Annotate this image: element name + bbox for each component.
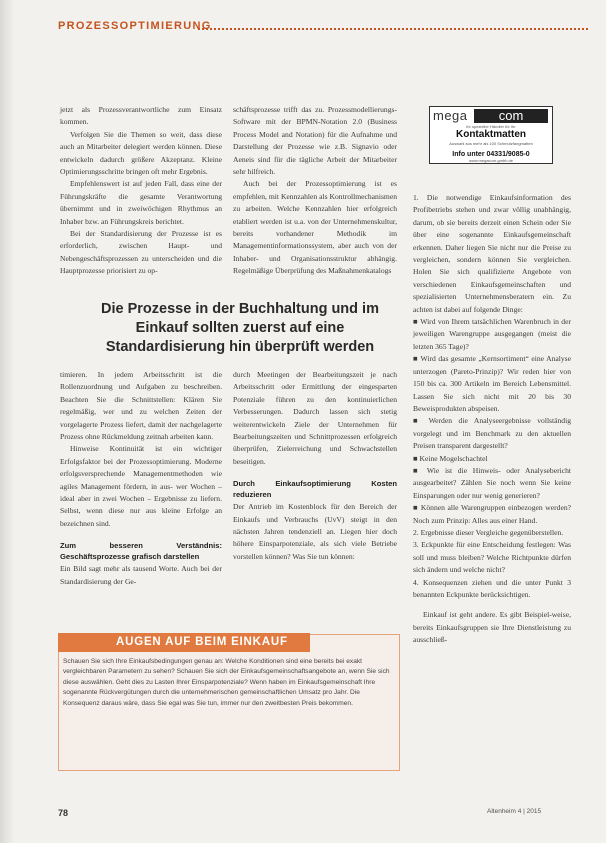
column-3 (413, 192, 571, 647)
paragraph: Ein Bild sagt mehr als tausend Worte. Auch bei der Standardisierung der Ge- (60, 564, 222, 586)
subheading: Zum besseren Verständnis: Geschäftsprozesse grafisch darstellen (60, 541, 222, 562)
magazine-footer: Altenheim 4 | 2015 (487, 808, 542, 815)
list-item: ■ Werden die Analyseergebnisse vollständig vorgelegt und im Benchmark zu den aktuellen Preisen transparent dargestellt? (413, 416, 571, 451)
section-header (58, 16, 588, 36)
section-title: PROZESSOPTIMIERUNG (58, 20, 212, 32)
info-box-header (58, 633, 310, 652)
info-box-text: Schauen Sie sich Ihre Einkaufsbedingungen genau an: Welche Konditionen sind eine bereits bei exakt vergleichbaren Parametern zu sehen? Schauen Sie sich der Einkaufsgemeinschaftsangebote an, wenn Sie sich diese auswählen. Geht dies zu Lasten Ihrer Einsparpotenziale? Wenn haben im Einkaufsgemeinschaft Ihre sogenannte Rückvergütungen durch die unternehmerischen gemeinschaftlichen Umsatz pro Jahr. Die Konsequenz daraus wäre, dass Sie egal was Sie tun, immer nur den zweitbesten Preis bekommen. (63, 658, 390, 707)
paragraph: Verfolgen Sie die Themen so weit, dass diese auch an Mitarbeiter delegiert werden können. Diese entwickeln dadurch größere Akzeptanz. Kleine Optimierungsschritte bringen oft mehr Ergebnis. (60, 129, 222, 177)
list-item: ■ Keine Mogelschachtel (413, 453, 488, 463)
ad-logo-right: com (474, 109, 548, 123)
paragraph: Der Antrieb im Kostenblock für den Bereich der Einkaufs und Verbrauchs (UvV) steigt in den nächsten Jahren tendenziell an. Liegen hier doch höhere Einsparpotenziale, als sich viele Betriebe vorstellen können? Was Sie tun können: (233, 502, 397, 561)
ad-tagline: ihr spezieller Händler für Ihr (466, 124, 516, 129)
page-number: 78 (58, 808, 69, 818)
ad-product: Kontaktmatten (455, 129, 526, 140)
paragraph: Hinweise Kontinuität ist ein wichtiger Erfolgsfaktor bei der Prozessoptimierung. Moderne erfolgsversprechende Managementmethoden wie agiles Management fördern, in aus- wer Wochen – ideal aber in zwei Wochen – Ergebnisse zu liefern. Selbst, wenn diese nur aus kleine Erfolge an bezeichnen sind. (60, 444, 222, 528)
paragraph: Bei der Standardisierung der Prozesse ist es erforderlich, zwischen Haupt- und Nebengeschäftsprozessen zu unterscheiden und die Hauptprozesse priorisiert zu op- (60, 229, 222, 276)
page-fold-shadow (0, 0, 14, 843)
paragraph: schäftsprozesse trifft das zu. Prozessmodellierungs-Software mit der BPMN-Notation 2.0 (Business Process Model and Notation) für die Aufnahme und Darstellung der Prozesse wie z.B. Signavio oder Aeneis sind für die tägliche Arbeit der Mitarbeiter sehr hilfreich. (233, 105, 397, 177)
column-1-bottom (60, 369, 222, 588)
paragraph: Empfehlenswert ist auf jeden Fall, dass eine der Führungskräfte die gesamte Verantwortung übernimmt und in zweiwöchigen Rhythmus an Inhaber bzw. an Führungskreis berichtet. (60, 179, 222, 226)
list-item: ■ Wird von Ihrem tatsächlichen Warenbruch in der jeweiligen Warengruppe ausgegangen (meist die letzten 365 Tage)? (413, 317, 571, 351)
ad-url[interactable]: www.megacom-gmbh.de (468, 158, 514, 163)
info-box-title: AUGEN AUF BEIM EINKAUF (116, 636, 288, 648)
ad-logo-left: mega (433, 108, 468, 123)
paragraph: Einkauf ist geht andere. Es gibt Beispiel-weise, bereits Einkaufsgruppen sie Ihre Dienstleistung zu ausschließ- (413, 610, 571, 645)
paragraph: Auch bei der Prozessoptimierung ist es empfehlen, mit Kennzahlen als Kontrollmechanismen zu arbeiten. Welche Kennzahlen hier erfolgreich etabliert werden ist u.a. von der Unternehmenskultur, bereits vorhandener Methodik im Managementinformationssystem, aber auch von der Inhaber- und Organisationsstruktur abhängig. Regelmäßige Überprüfung des Maßnahmenkatalogs (233, 179, 397, 276)
info-box (58, 634, 400, 771)
advertisement[interactable] (429, 106, 553, 164)
list-item: ■ Wie ist die Hinweis- oder Analysebericht ausgearbeitet? Zählen Sie noch wenn Sie keine Einsparungen oder nur wenig generieren? (413, 465, 571, 500)
pull-quote-headline: Die Prozesse in der Buchhaltung und im Einkauf sollten zuerst auf eine Standardisierung hin überprüft werden (101, 301, 379, 355)
column-2-top (233, 104, 397, 278)
list-item: 3. Eckpunkte für eine Entscheidung festlegen: Was soll und muss bleiben? Welche Richtpunkte dürfen sich ändern und welche nicht? (413, 540, 571, 575)
column-2-bottom (233, 369, 397, 563)
ad-subline: Auswahl aus mehr als 100 Schmutzfangmatten (449, 141, 533, 146)
list-item: ■ Können alle Warengruppen einbezogen werden? Noch zum Prinzip: Alles aus einer Hand. (413, 503, 571, 525)
paragraph: durch Meetingen der Bearbeitungszeit je nach Arbeitsschritt oder Ermittlung der eingesparten Potenziale führen zu den kontinuierlichen Verbesserungen. Dadurch lassen sich stetig weiterentwickeln Ziele der Unternehmen für Bearbeitungszeiten und Schnittprozessen erfolgreich überprüfen, Zielerreichung und Schwachstellen beseitigen. (233, 370, 397, 466)
paragraph: timieren. In jedem Arbeitsschritt ist die Rollenzuordnung und Aufgaben zu beschreiben. Beachten Sie die Schnittstellen: Klären Sie regelmäßig, wer und zu welchen Zeiten der vorgelagerte Prozess liefert, damit der nachgelagerte Prozess ohne Rückmeldung zeitnah arbeiten kann. (60, 370, 222, 442)
paragraph: jetzt als Prozessverantwortliche zum Einsatz kommen. (60, 105, 222, 127)
subheading: Durch Einkaufsoptimierung Kosten reduzieren (233, 479, 397, 500)
header-dotted-rule (198, 28, 588, 30)
list-item: ■ Wird das gesamte „Kernsortiment“ eine Analyse unterzogen (Pareto-Prinzip)? Wir reden hier von 150 bis ca. 300 Artikeln im Bereich Lebensmittel. Lassen Sie sich nicht mit 20 bis 30 Beweisprodukten abspeisen. (413, 354, 571, 413)
list-item: 1. Die notwendige Einkaufsinformation des Profibetriebs stehen und zwar völlig unabhängig, darum, ob sie bereits derzeit einen Schein oder Sie über eine sogenannte Einkaufsgemeinschaft erkennen. Daher liegen Sie nicht nur die Preise zu vergleichen, sondern können Sie vergleichen. Holen Sie sich qualifizierte Angebote von verschiedenen Einkaufsgemeinschaften und spezialisierten Unternehmensberatern ein. Zu achten ist dabei auf folgende Dinge: (413, 193, 571, 314)
list-item: 2. Ergebnisse dieser Vergleiche gegenüberstellen. (413, 527, 564, 537)
ad-phone: Info unter 04331/9085-0 (452, 151, 530, 158)
column-1-top (60, 104, 222, 278)
list-item: 4. Konsequenzen ziehen und die unter Punkt 3 benannten Eckpunkte berücksichtigen. (413, 577, 571, 599)
